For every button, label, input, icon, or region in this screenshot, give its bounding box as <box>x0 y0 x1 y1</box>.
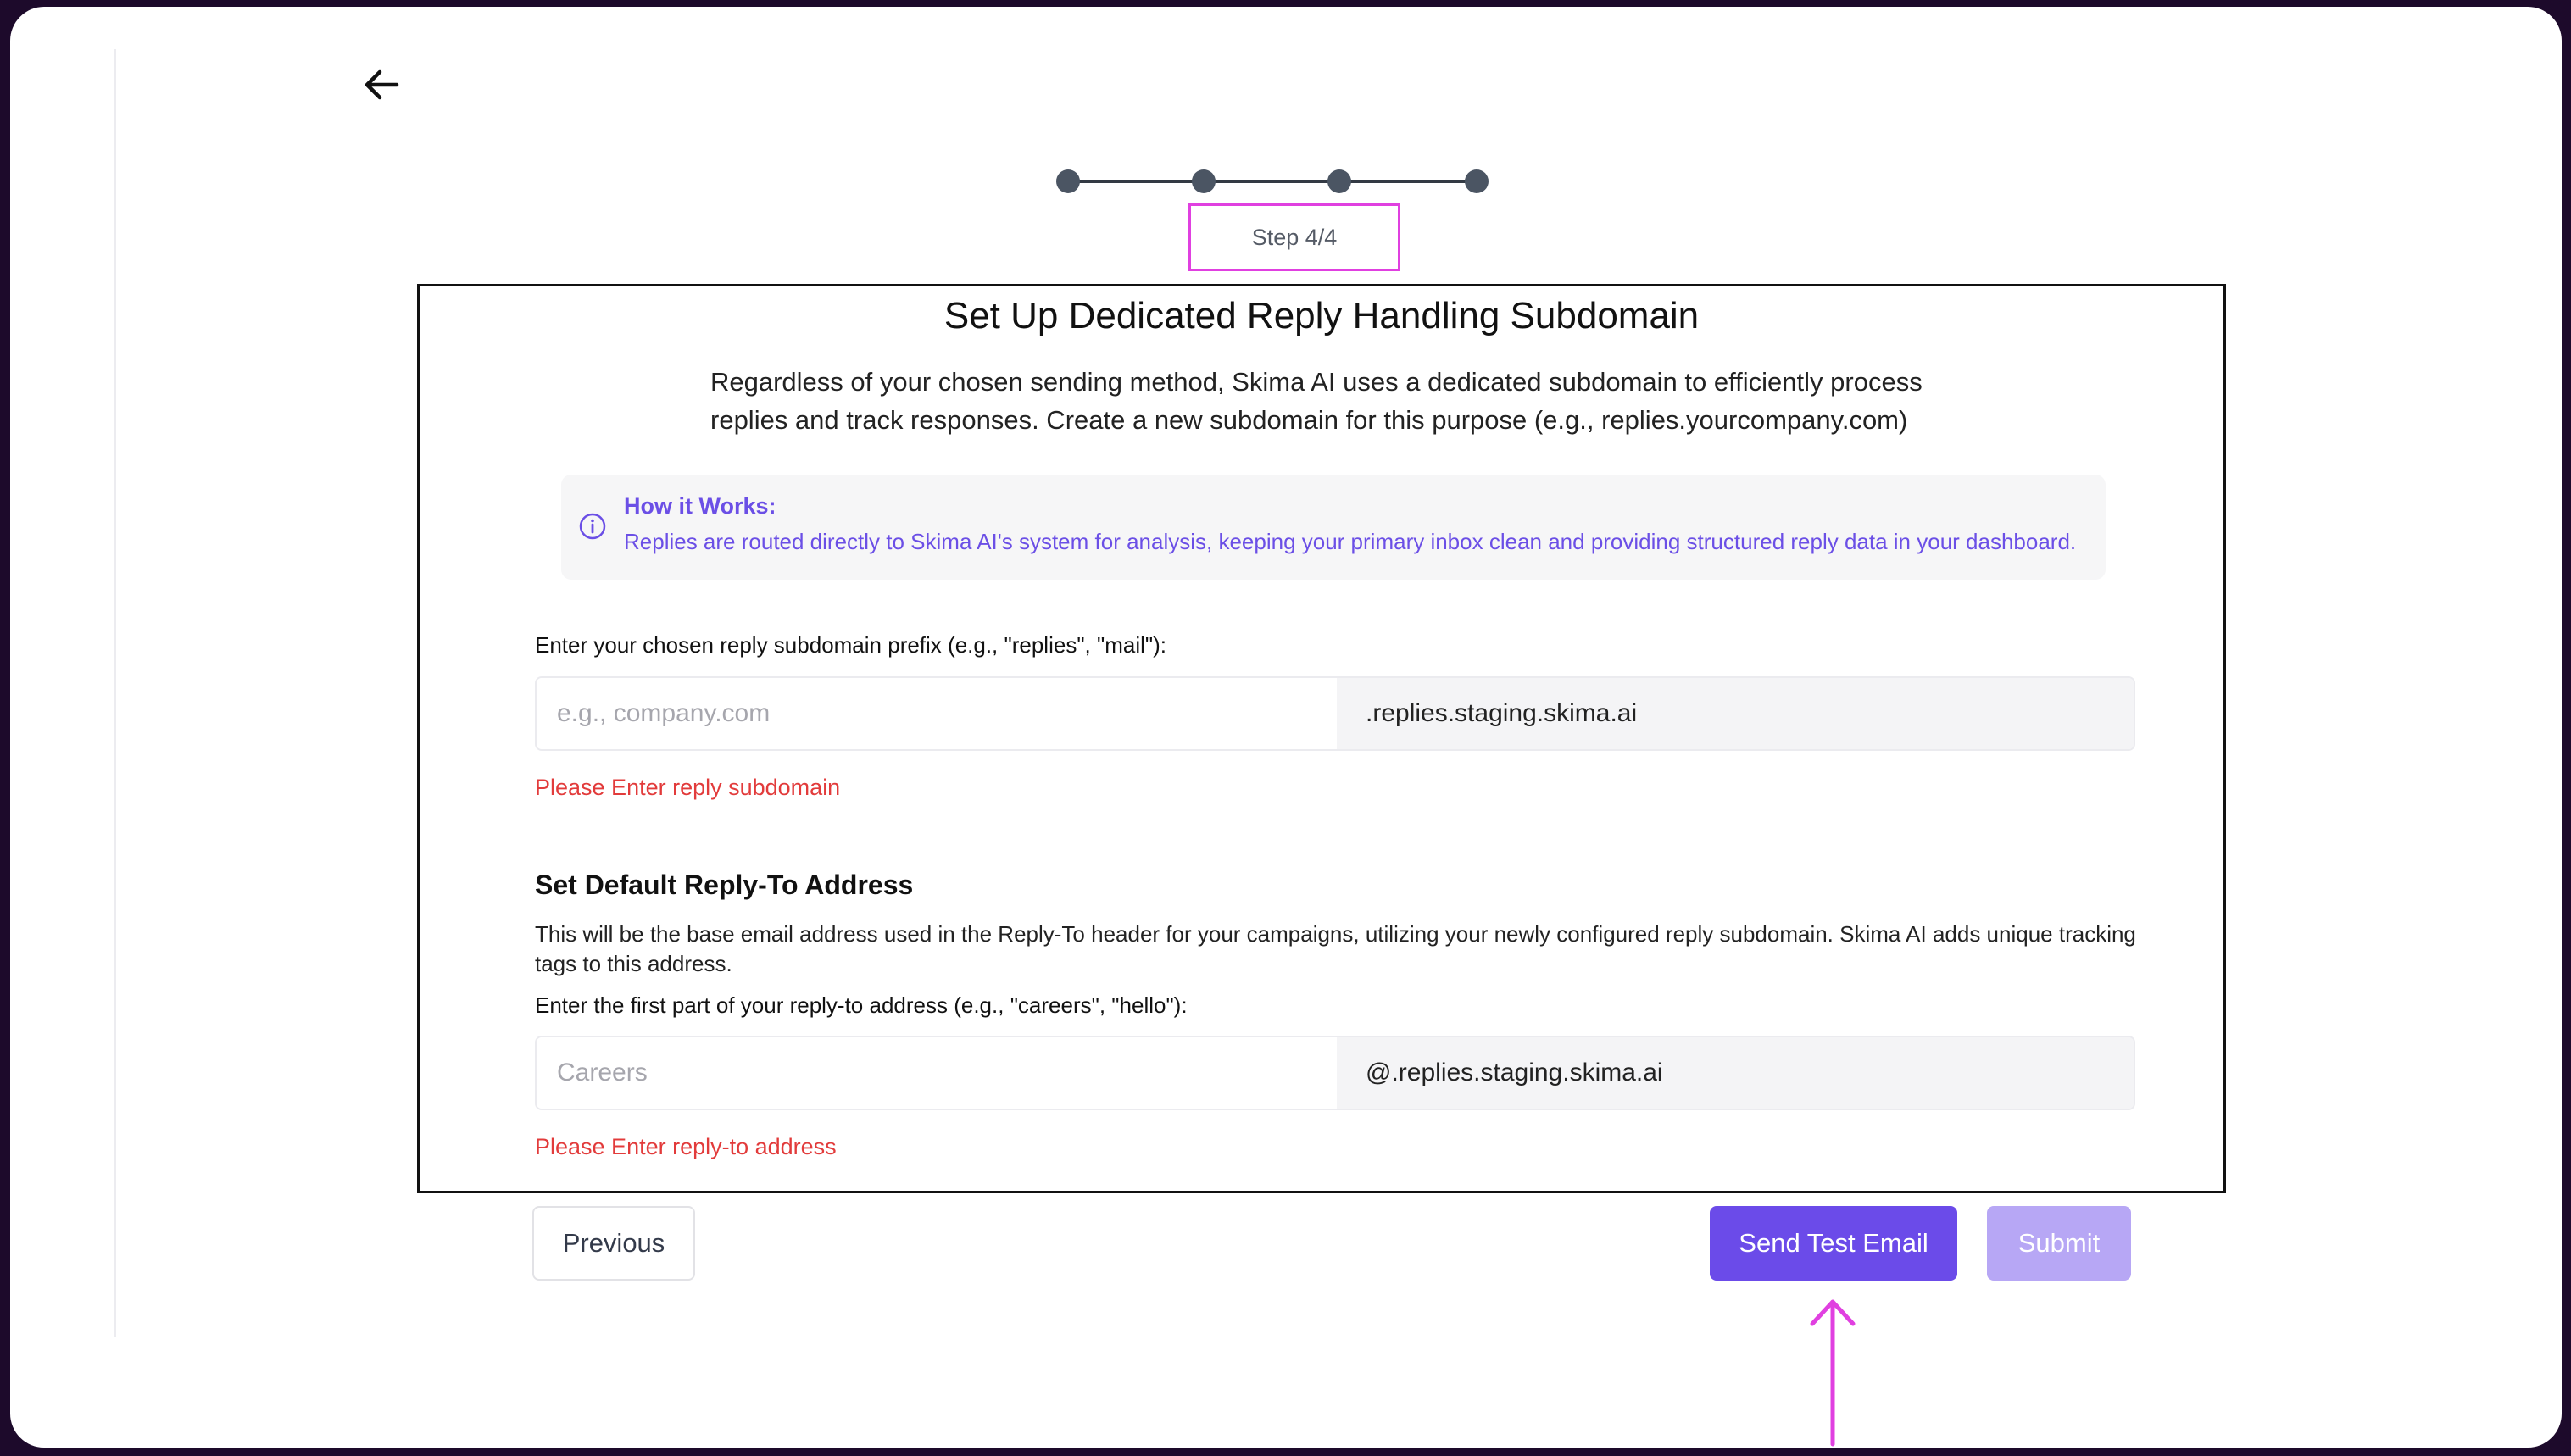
subdomain-input-group <box>535 676 2135 751</box>
reply-to-section-title: Set Default Reply-To Address <box>535 870 914 900</box>
subdomain-setup-card <box>417 284 2226 1193</box>
subdomain-suffix: .replies.staging.skima.ai <box>1337 678 2134 749</box>
back-button[interactable] <box>354 61 409 108</box>
reply-to-label: Enter the first part of your reply-to address (e.g., "careers", "hello"): <box>535 992 1188 1018</box>
stepper-line <box>1068 180 1485 183</box>
subdomain-input[interactable] <box>537 678 1337 749</box>
reply-to-error: Please Enter reply-to address <box>535 1134 837 1159</box>
info-title: How it Works: <box>624 493 776 519</box>
subdomain-label: Enter your chosen reply subdomain prefix (e.g., "replies", "mail"): <box>535 632 1167 658</box>
step-dot-1 <box>1056 169 1080 193</box>
page-title: Set Up Dedicated Reply Handling Subdomain <box>943 295 1700 336</box>
info-text: Replies are routed directly to Skima AI's system for analysis, keeping your primary inbox clean and providing structured reply data in your dashboard. <box>624 529 2077 554</box>
app-window <box>10 7 2562 1448</box>
step-dot-3 <box>1327 169 1351 193</box>
send-test-email-button[interactable]: Send Test Email <box>1710 1206 1957 1281</box>
sidebar-divider <box>114 49 116 1337</box>
info-circle-icon <box>578 512 607 541</box>
page-description: Regardless of your chosen sending method, Skima AI uses a dedicated subdomain to efficiently process replies and track responses. Create a new subdomain for this purpose (e.g., replies.yourcompany.com) <box>710 367 1923 435</box>
arrow-up-icon <box>1806 1295 1860 1448</box>
reply-to-input[interactable] <box>537 1037 1337 1109</box>
reply-to-suffix: @.replies.staging.skima.ai <box>1337 1037 2134 1109</box>
step-dot-4 <box>1465 169 1489 193</box>
previous-button[interactable]: Previous <box>532 1206 695 1281</box>
reply-to-input-group <box>535 1036 2135 1110</box>
how-it-works-box <box>561 475 2106 580</box>
subdomain-error: Please Enter reply subdomain <box>535 775 841 800</box>
submit-button[interactable]: Submit <box>1987 1206 2131 1281</box>
arrow-left-icon <box>363 68 400 102</box>
step-dot-2 <box>1192 169 1216 193</box>
step-label: Step 4/4 <box>1188 203 1400 271</box>
reply-to-section-desc: This will be the base email address used in the Reply-To header for your campaigns, utilizing your newly configured reply subdomain. Skima AI adds unique tracking tags to this address. <box>535 921 2136 976</box>
progress-stepper <box>1056 169 1497 193</box>
